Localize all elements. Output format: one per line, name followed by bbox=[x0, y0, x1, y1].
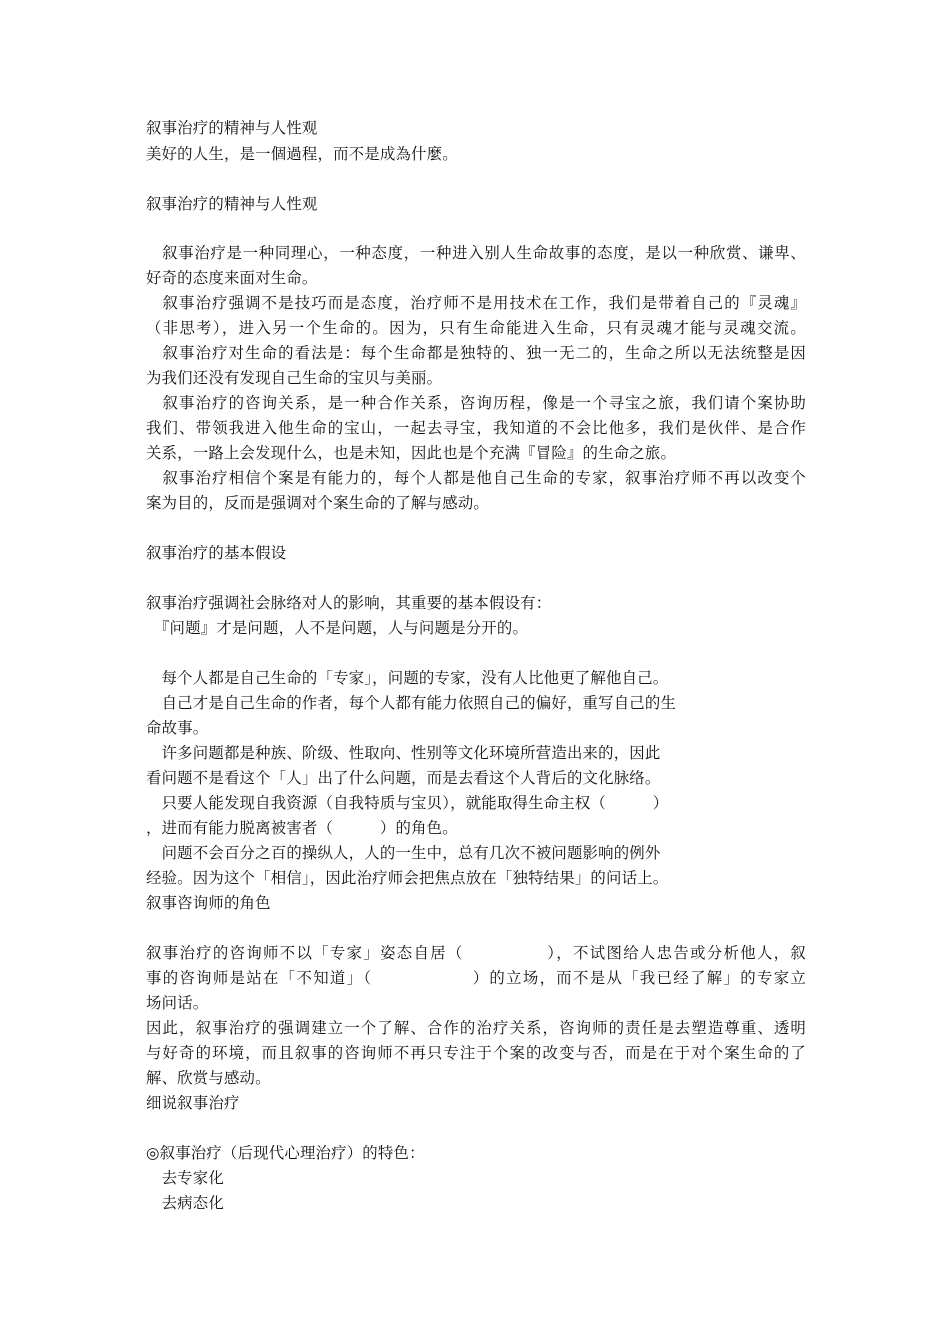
list-item: 看问题不是看这个「人」出了什么问题，而是去看这个人背后的文化脉络。 bbox=[146, 769, 661, 787]
paragraph-line: 与好奇的环境，而且叙事的咨询师不再只专注于个案的改变与否，而是在于对个案生命的了 bbox=[146, 1044, 806, 1062]
paragraph-line: 场问话。 bbox=[146, 994, 209, 1012]
paragraph-line: 好奇的态度来面对生命。 bbox=[146, 269, 318, 287]
list-item: 问题不会百分之百的操纵人，人的一生中，总有几次不被问题影响的例外 bbox=[146, 844, 661, 862]
paragraph-line: 关系，一路上会发现什么，也是未知，因此也是个充满『冒险』的生命之旅。 bbox=[146, 444, 677, 462]
section-heading-assumptions: 叙事治疗的基本假设 bbox=[146, 544, 287, 562]
list-item: 经验。因为这个「相信」，因此治疗师会把焦点放在「独特结果」的问话上。 bbox=[146, 869, 669, 887]
paragraph-line: 事的咨询师是站在「不知道」（ ）的立场，而不是从「我已经了解」的专家立 bbox=[146, 969, 806, 987]
list-item: 去病态化 bbox=[146, 1194, 224, 1212]
section-heading-details: 细说叙事治疗 bbox=[146, 1094, 240, 1112]
paragraph-line: 因此，叙事治疗的强调建立一个了解、合作的治疗关系，咨询师的责任是去塑造尊重、透明 bbox=[146, 1019, 806, 1037]
document-title: 叙事治疗的精神与人性观 bbox=[146, 119, 318, 137]
list-item: 每个人都是自己生命的「专家」，问题的专家，没有人比他更了解他自己。 bbox=[146, 669, 669, 687]
section-heading-spirit: 叙事治疗的精神与人性观 bbox=[146, 195, 318, 213]
list-item: 去专家化 bbox=[146, 1169, 224, 1187]
list-item: ，进而有能力脱离被害者（ ）的角色。 bbox=[146, 819, 458, 837]
paragraph-line: 叙事治疗强调社会脉络对人的影响，其重要的基本假设有： bbox=[146, 594, 552, 612]
paragraph-line: 我们、带领我进入他生命的宝山，一起去寻宝，我知道的不会比他多，我们是伙伴、是合作 bbox=[146, 419, 806, 437]
paragraph-line: 解、欣赏与感动。 bbox=[146, 1069, 271, 1087]
list-item: 只要人能发现自我资源（自我特质与宝贝），就能取得生命主权（ ） bbox=[146, 794, 669, 812]
paragraph-line: 叙事治疗是一种同理心，一种态度，一种进入别人生命故事的态度，是以一种欣赏、谦卑、 bbox=[146, 244, 806, 262]
list-item: 『问题』才是问题，人不是问题，人与问题是分开的。 bbox=[146, 619, 529, 637]
paragraph-line: 叙事治疗强调不是技巧而是态度，治疗师不是用技术在工作，我们是带着自己的『灵魂』 bbox=[146, 294, 806, 312]
paragraph-line: 叙事治疗的咨询师不以「专家」姿态自居（ ），不试图给人忠告或分析他人，叙 bbox=[146, 944, 806, 962]
document-subtitle: 美好的人生，是一個過程，而不是成為什麼。 bbox=[146, 145, 458, 163]
paragraph-line: 为我们还没有发现自己生命的宝贝与美丽。 bbox=[146, 369, 443, 387]
list-item: 许多问题都是种族、阶级、性取向、性别等文化环境所营造出来的，因此 bbox=[146, 744, 661, 762]
paragraph-line: 叙事治疗对生命的看法是：每个生命都是独特的、独一无二的，生命之所以无法统整是因 bbox=[146, 344, 806, 362]
paragraph-line: 叙事治疗的咨询关系，是一种合作关系，咨询历程，像是一个寻宝之旅，我们请个案协助 bbox=[146, 394, 806, 412]
paragraph-line: 叙事治疗相信个案是有能力的，每个人都是他自己生命的专家，叙事治疗师不再以改变个 bbox=[146, 469, 806, 487]
list-item: 自己才是自己生命的作者，每个人都有能力依照自己的偏好，重写自己的生 bbox=[146, 694, 677, 712]
paragraph-line: （非思考），进入另一个生命的。因为，只有生命能进入生命，只有灵魂才能与灵魂交流。 bbox=[146, 319, 806, 337]
paragraph-line: ◎叙事治疗（后现代心理治疗）的特色： bbox=[146, 1144, 425, 1162]
paragraph-line: 案为目的，反而是强调对个案生命的了解与感动。 bbox=[146, 494, 489, 512]
list-item: 命故事。 bbox=[146, 719, 209, 737]
section-heading-counselor-role: 叙事咨询师的角色 bbox=[146, 894, 271, 912]
